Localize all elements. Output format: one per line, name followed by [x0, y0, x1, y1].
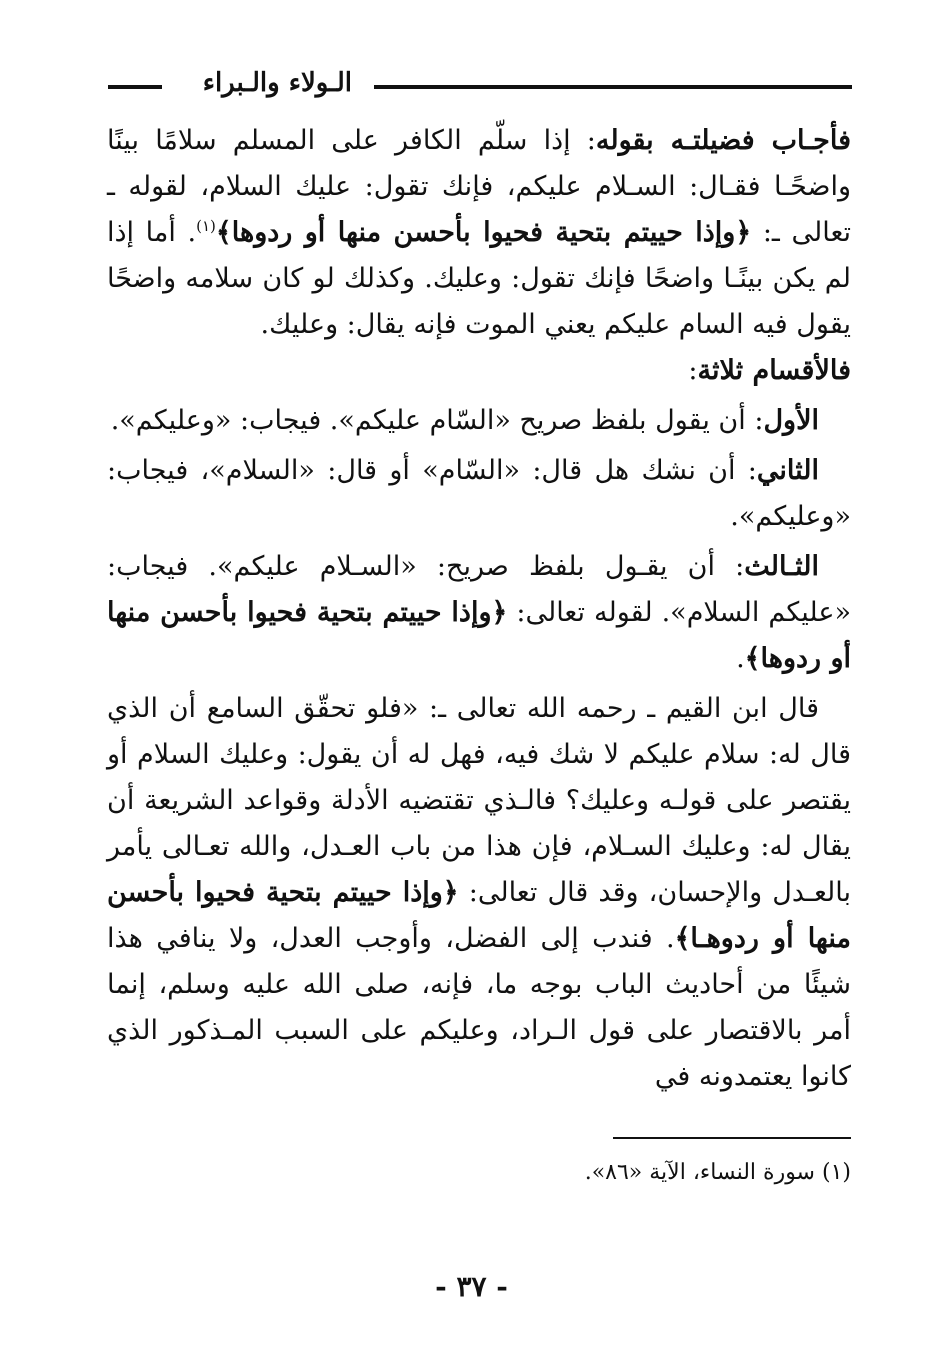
first-case-text: : أن يقول بلفظ صريح «السّام عليكم». فيجاب: «وعليكم». [110, 405, 764, 436]
divisions-heading: فالأقسام ثلاثة [697, 355, 851, 386]
answer-lead: فأجـاب فضيلتـه بقوله [595, 125, 851, 156]
footnote-marker[interactable]: (١) [196, 217, 216, 235]
paragraph-divisions-heading [107, 348, 851, 394]
paragraph-answer [107, 118, 851, 348]
footnote-separator [613, 1137, 851, 1139]
page-number: - ٣٧ - [435, 1270, 508, 1303]
paragraph-ibn-qayyim [107, 686, 851, 1100]
quran-verse: ﴿وإذا حييتم بتحية فحيوا بأحسن منها أو ردوها﴾ [107, 597, 851, 674]
paragraph-second-case [107, 448, 851, 540]
third-case-text-1: : أن يقـول بلفظ صريح: «السـلام عليكم». فيجاب: «عليكم السلام». لقوله تعالى: [107, 551, 851, 628]
paragraph-third-case [107, 544, 851, 682]
answer-text-2: . أما إذا لم يكن بينًـا واضحًا فإنك تقول: وعليك. وكذلك لو كان سلامه واضحًا يقول فيه السام عليكم يعني الموت فإنه يقال: وعليك. [107, 217, 851, 340]
second-case-text: : أن نشك هل قال: «السّام» أو قال: «السلام»، فيجاب: «وعليكم». [107, 455, 851, 532]
ibn-qayyim-text-2: . فندب إلى الفضل، وأوجب العدل، ولا ينافي هذا شيئًا من أحاديث الباب بوجه ما، فإنه، صلى الله عليه وسلم، إنما أمر بالاقتصار على قول الـراد، وعليكم على السبب المـذكور الذي كانوا يعتمدونه في [107, 923, 851, 1092]
body-text [107, 118, 851, 1100]
running-header [108, 66, 852, 100]
footnote: (١) سورة النساء، الآية «٨٦». [584, 1160, 851, 1185]
header-title: الـولاء والـبراء [202, 68, 352, 98]
quran-verse: ﴿وإذا حييتم بتحية فحيوا بأحسن منها أو ردوهـا﴾ [107, 877, 851, 954]
third-case-label: الثـالث [744, 551, 819, 582]
third-case-text-2: . [736, 643, 745, 674]
header-rule-left [108, 85, 162, 89]
divisions-colon: : [688, 355, 698, 386]
first-case-label: الأول [763, 405, 819, 436]
ibn-qayyim-text-1: قال ابن القيم ـ رحمه الله تعالى ـ: «فلو تحقّق السامع أن الذي قال له: سلام عليكم لا شك فيه، فهل له أن يقول: وعليك السلام أو يقتصر على قولـه وعليك؟ فالـذي تقتضيه الأدلة وقواعد الشريعة أن يقال له: وعليك السـلام، فإن هذا من باب العـدل، والله تعـالى يأمر بالعـدل والإحسان، وقد قال تعالى: [107, 693, 851, 908]
answer-text-1: : إذا سلّم الكافر على المسلم سلامًا بينًا واضحًـا فقـال: السـلام عليكم، فإنك تقول: عليك السلام، لقوله ـ تعالى ـ: [107, 125, 851, 248]
second-case-label: الثاني [756, 455, 819, 486]
quran-verse: ﴿وإذا حييتم بتحية فحيوا بأحسن منها أو ردوها﴾ [215, 217, 752, 248]
paragraph-first-case [107, 398, 851, 444]
header-rule-right [374, 85, 852, 89]
